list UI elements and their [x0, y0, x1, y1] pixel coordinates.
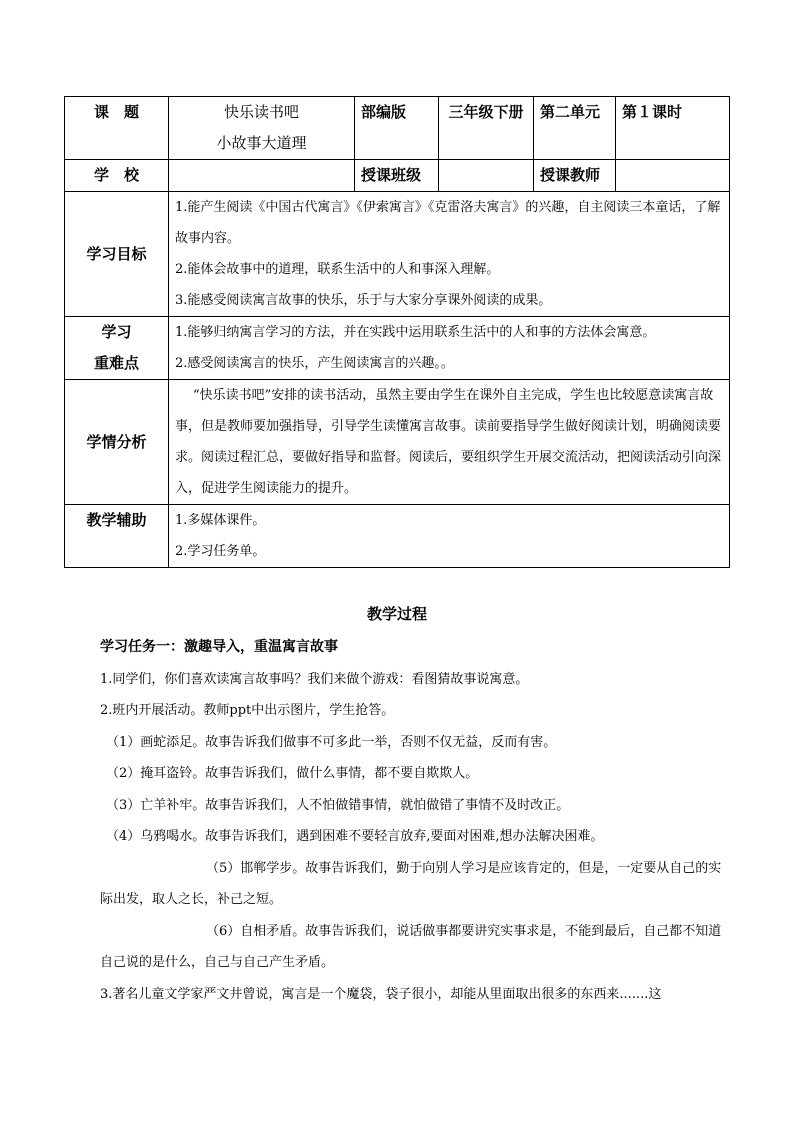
aids-content [169, 505, 730, 568]
story-item: （3）亡羊补牢。故事告诉我们，人不怕做错事情，就怕做错了事情不及时改正。 [106, 797, 570, 813]
story-item: （6）自相矛盾。故事告诉我们，说话做事都要讲究实事求是，不能到最后，自己都不知道自己说的是什么，自己与自己产生矛盾。 [100, 923, 722, 970]
story-item: （5）邯郸学步。故事告诉我们，勤于向别人学习是应该肯定的，但是，一定要从自己的实际出发，取人之长，补己之短。 [100, 860, 722, 907]
row-school [65, 160, 730, 192]
key-item: 1.能够归纳寓言学习的方法，并在实践中运用联系生活中的人和事的方法体会寓意。 [175, 325, 656, 340]
lesson-number: 第１课时 [616, 97, 730, 160]
label-goals: 学习目标 [65, 192, 169, 317]
label-school: 学 校 [65, 160, 169, 192]
goal-item: 1.能产生阅读《中国古代寓言》《伊索寓言》《克雷洛夫寓言》的兴趣，自主阅读三本童话，了解故事内容。 [175, 200, 721, 246]
label-key-line2: 重难点 [93, 354, 139, 372]
label-analysis: 学情分析 [65, 380, 169, 505]
lesson-title-line2: 小故事大道理 [216, 134, 307, 152]
goal-item: 3.能感受阅读寓言故事的快乐，乐于与大家分享课外阅读的成果。 [175, 293, 552, 308]
row-analysis [65, 380, 730, 505]
story-item: （2）掩耳盗铃。故事告诉我们，做什么事情，都不要自欺欺人。 [106, 766, 479, 781]
label-teacher: 授课教师 [534, 160, 616, 192]
label-topic: 课 题 [65, 97, 169, 160]
unit: 第二单元 [534, 97, 616, 160]
edition: 部编版 [355, 97, 439, 160]
process-body [100, 632, 728, 1010]
label-key-line1: 学习 [101, 323, 132, 341]
key-points-content [169, 317, 730, 380]
paragraph: 1.同学们，你们喜欢读寓言故事吗？我们来做个游戏：看图猜故事说寓意。 [100, 671, 529, 687]
analysis-text: “快乐读书吧”安排的读书活动，虽然主要由学生在课外自主完成，学生也比较愿意读寓言故事，但是教师要加强指导，引导学生读懂寓言故事。读前要指导学生做好阅读计划，明确阅读要求。阅读过程汇总，要做好指导和监督。阅读后，要组织学生开展交流活动，把阅读活动引向深入，促进学生阅读能力的提升。 [169, 380, 730, 505]
grade: 三年级下册 [439, 97, 534, 160]
label-class: 授课班级 [355, 160, 439, 192]
label-key-points [65, 317, 169, 380]
process-title: 教学过程 [366, 605, 427, 623]
key-item: 2.感受阅读寓言的快乐，产生阅读寓言的兴趣。。 [175, 356, 454, 371]
aid-item: 2.学习任务单。 [175, 544, 266, 559]
paragraph: 2.班内开展活动。教师ppt中出示图片，学生抢答。 [100, 703, 395, 718]
lesson-title-line1: 快乐读书吧 [223, 103, 299, 121]
class-value [439, 160, 534, 192]
paragraph: 3.著名儿童文学家严文井曾说，寓言是一个魔袋，袋子很小，却能从里面取出很多的东西来.......这 [100, 986, 662, 1002]
goals-content [169, 192, 730, 317]
row-aids [65, 505, 730, 568]
lesson-info-table [64, 96, 730, 568]
row-topic [65, 97, 730, 160]
story-item: （1）画蛇添足。故事告诉我们做事不可多此一举，否则不仅无益，反而有害。 [106, 734, 557, 750]
row-key-points [65, 317, 730, 380]
story-item: （4）乌鸦喝水。故事告诉我们，遇到困难不要轻言放弃,要面对困难,想办法解决困难。 [106, 829, 604, 844]
task-heading: 学习任务一：激趣导入，重温寓言故事 [100, 639, 338, 655]
lesson-title [169, 97, 355, 160]
row-goals [65, 192, 730, 317]
school-value [169, 160, 355, 192]
teacher-value [616, 160, 730, 192]
goal-item: 2.能体会故事中的道理，联系生活中的人和事深入理解。 [175, 262, 500, 277]
aid-item: 1.多媒体课件。 [175, 513, 266, 528]
label-aids: 教学辅助 [65, 505, 169, 568]
